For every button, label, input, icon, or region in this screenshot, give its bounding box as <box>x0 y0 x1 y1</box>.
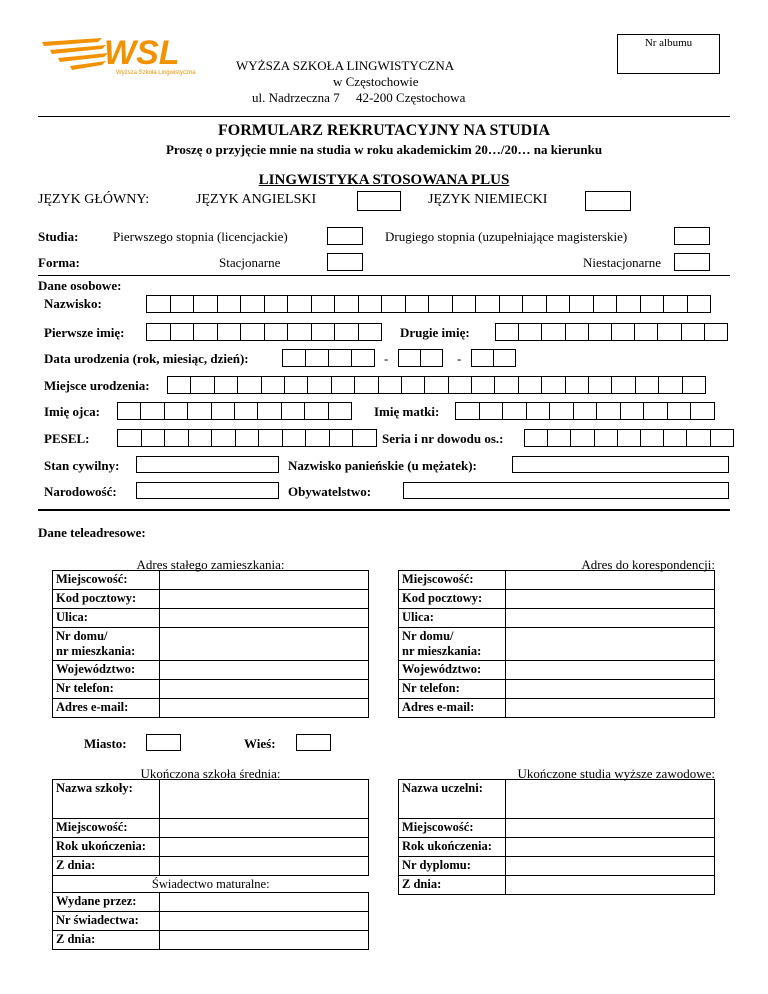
field-label: Nr dyplomu: <box>399 857 506 876</box>
data-urodzenia-label: Data urodzenia (rok, miesiąc, dzień): <box>44 351 249 366</box>
char-cell[interactable] <box>399 350 421 366</box>
char-cell[interactable] <box>480 403 504 419</box>
char-cell[interactable] <box>496 324 519 340</box>
table-row <box>399 699 715 718</box>
field-value-input[interactable] <box>506 857 715 876</box>
language-english-label: JĘZYK ANGIELSKI <box>196 192 317 207</box>
char-cell[interactable] <box>472 350 494 366</box>
wies-checkbox[interactable] <box>296 734 331 751</box>
char-cell[interactable] <box>566 324 589 340</box>
school-logo <box>40 28 200 78</box>
field-label: Ulica: <box>399 609 506 628</box>
char-cell[interactable] <box>241 324 265 340</box>
table-row <box>53 893 369 912</box>
char-cell[interactable] <box>542 324 565 340</box>
table-row <box>53 571 369 590</box>
field-value-input[interactable] <box>160 609 369 628</box>
char-cell[interactable] <box>329 350 352 366</box>
table-row <box>53 661 369 680</box>
table-row <box>53 680 369 699</box>
pesel-input[interactable] <box>117 429 377 447</box>
char-cell[interactable] <box>352 350 375 366</box>
koresp-address-table <box>398 570 715 718</box>
field-value-input[interactable] <box>506 876 715 895</box>
field-value-input[interactable] <box>160 893 369 912</box>
char-cell[interactable] <box>330 430 354 446</box>
char-cell[interactable] <box>449 377 472 393</box>
personal-section-title: Dane osobowe: <box>38 278 122 293</box>
char-cell[interactable] <box>500 296 524 312</box>
table-row <box>399 780 715 819</box>
narodowosc-label: Narodowość: <box>44 484 117 499</box>
table-row <box>53 819 369 838</box>
char-cell[interactable] <box>595 430 618 446</box>
field-value-input[interactable] <box>160 912 369 931</box>
field-label: Kod pocztowy: <box>399 590 506 609</box>
table-row <box>399 876 715 895</box>
nr-albumu-label: Nr albumu <box>644 37 693 49</box>
miejsce-urodzenia-input[interactable] <box>167 376 706 394</box>
char-cell[interactable] <box>194 296 218 312</box>
char-cell[interactable] <box>547 296 571 312</box>
char-cell[interactable] <box>691 403 715 419</box>
table-row <box>53 912 369 931</box>
table-row <box>53 590 369 609</box>
imie-matki-label: Imię matki: <box>374 404 440 419</box>
field-value-input[interactable] <box>160 819 369 838</box>
srednia-caption: Ukończona szkoła średnia: <box>140 766 281 781</box>
drugie-imie-input[interactable] <box>495 323 728 341</box>
char-cell[interactable] <box>265 296 289 312</box>
table-row <box>53 857 369 876</box>
char-cell[interactable] <box>406 296 430 312</box>
char-cell[interactable] <box>259 430 283 446</box>
char-cell[interactable] <box>147 324 171 340</box>
birth-dash-1: - <box>384 351 389 366</box>
pierwsze-imie-label: Pierwsze imię: <box>44 325 125 340</box>
char-cell[interactable] <box>212 403 235 419</box>
stale-address-table <box>52 570 369 718</box>
char-cell[interactable] <box>188 403 211 419</box>
char-cell[interactable] <box>265 324 289 340</box>
table-row <box>53 838 369 857</box>
char-cell[interactable] <box>218 296 242 312</box>
field-value-input[interactable] <box>506 609 715 628</box>
char-cell[interactable] <box>306 430 330 446</box>
char-cell[interactable] <box>218 324 242 340</box>
table-row <box>53 931 369 950</box>
field-value-input[interactable] <box>160 661 369 680</box>
table-row <box>399 609 715 628</box>
char-cell[interactable] <box>258 403 281 419</box>
char-cell[interactable] <box>312 324 336 340</box>
form-subtitle: Proszę o przyjęcie mnie na studia w roku akademickim 20…/20… na kierunku <box>165 142 603 157</box>
field-label: Nr telefon: <box>53 680 160 699</box>
field-label: Nr świadectwa: <box>53 912 160 931</box>
char-cell[interactable] <box>283 350 306 366</box>
char-cell[interactable] <box>191 377 214 393</box>
miasto-checkbox[interactable] <box>146 734 181 751</box>
char-cell[interactable] <box>472 377 495 393</box>
char-cell[interactable] <box>612 377 635 393</box>
imie-ojca-label: Imię ojca: <box>44 404 100 419</box>
studia-first-checkbox[interactable] <box>327 227 363 245</box>
char-cell[interactable] <box>641 296 665 312</box>
forma-part-label: Niestacjonarne <box>583 255 661 270</box>
koresp-address-caption: Adres do korespondencji: <box>581 557 715 572</box>
birth-day-input[interactable] <box>471 349 516 367</box>
field-value-input[interactable] <box>160 857 369 876</box>
char-cell[interactable] <box>147 296 171 312</box>
char-cell[interactable] <box>594 296 618 312</box>
table-row <box>53 628 369 661</box>
char-cell[interactable] <box>379 377 402 393</box>
field-value-input[interactable] <box>506 590 715 609</box>
field-label: Miejscowość: <box>399 819 506 838</box>
field-label: Województwo: <box>53 661 160 680</box>
field-value-input[interactable] <box>506 571 715 590</box>
field-value-input[interactable] <box>506 699 715 718</box>
field-value-input[interactable] <box>506 838 715 857</box>
field-value-input[interactable] <box>160 838 369 857</box>
char-cell[interactable] <box>525 430 548 446</box>
field-value-input[interactable] <box>160 590 369 609</box>
school-city: w Częstochowie <box>333 74 419 89</box>
table-row <box>399 857 715 876</box>
nazwisko-panienskie-label: Nazwisko panieńskie (u mężatek): <box>288 458 477 473</box>
table-row <box>399 838 715 857</box>
char-cell[interactable] <box>659 377 682 393</box>
char-cell[interactable] <box>644 403 668 419</box>
char-cell[interactable] <box>705 324 728 340</box>
char-cell[interactable] <box>618 430 641 446</box>
char-cell[interactable] <box>683 377 706 393</box>
char-cell[interactable] <box>542 377 565 393</box>
field-value-input[interactable] <box>506 628 715 661</box>
char-cell[interactable] <box>453 296 477 312</box>
pesel-label: PESEL: <box>44 431 90 446</box>
field-label: Z dnia: <box>399 876 506 895</box>
logo-text: WSL <box>104 34 180 72</box>
field-value-input[interactable] <box>160 699 369 718</box>
wyzsze-table <box>398 779 715 895</box>
nazwisko-input[interactable] <box>146 295 711 313</box>
char-cell[interactable] <box>235 403 258 419</box>
char-cell[interactable] <box>288 324 312 340</box>
field-value-input[interactable] <box>160 780 369 819</box>
char-cell[interactable] <box>527 403 551 419</box>
stan-cywilny-label: Stan cywilny: <box>44 458 120 473</box>
char-cell[interactable] <box>402 377 425 393</box>
language-english-checkbox[interactable] <box>357 191 401 211</box>
field-label: Nazwa szkoły: <box>53 780 160 819</box>
char-cell[interactable] <box>571 430 594 446</box>
forma-full-label: Stacjonarne <box>219 255 281 270</box>
table-row <box>399 590 715 609</box>
logo-subtext: Wyższa Szkoła Lingwistyczna <box>116 70 196 76</box>
matura-caption: Świadectwo maturalne: <box>53 876 369 893</box>
obywatelstwo-label: Obywatelstwo: <box>288 484 372 499</box>
matura-caption-row <box>53 876 369 893</box>
nazwisko-panienskie-input[interactable] <box>512 456 729 473</box>
table-row <box>53 780 369 819</box>
field-label: Rok ukończenia: <box>53 838 160 857</box>
char-cell[interactable] <box>476 296 500 312</box>
char-cell[interactable] <box>658 324 681 340</box>
char-cell[interactable] <box>574 403 598 419</box>
field-label: Z dnia: <box>53 931 160 950</box>
char-cell[interactable] <box>142 430 166 446</box>
char-cell[interactable] <box>283 430 307 446</box>
char-cell[interactable] <box>550 403 574 419</box>
char-cell[interactable] <box>668 403 692 419</box>
char-cell[interactable] <box>612 324 635 340</box>
char-cell[interactable] <box>519 324 542 340</box>
field-value-input[interactable] <box>160 628 369 661</box>
miasto-label: Miasto: <box>84 736 127 751</box>
char-cell[interactable] <box>194 324 218 340</box>
field-label: Z dnia: <box>53 857 160 876</box>
wies-label: Wieś: <box>244 736 276 751</box>
field-label: Adres e-mail: <box>399 699 506 718</box>
form-title: FORMULARZ REKRUTACYJNY NA STUDIA <box>217 122 550 139</box>
field-label: Województwo: <box>399 661 506 680</box>
personal-top-divider <box>38 275 730 276</box>
forma-full-checkbox[interactable] <box>327 253 363 271</box>
char-cell[interactable] <box>641 430 664 446</box>
language-german-label: JĘZYK NIEMIECKI <box>428 192 548 207</box>
field-label: Miejscowość: <box>399 571 506 590</box>
field-label: Adres e-mail: <box>53 699 160 718</box>
header-divider <box>38 116 730 117</box>
char-cell[interactable] <box>335 324 359 340</box>
char-cell[interactable] <box>495 377 518 393</box>
dowod-label: Seria i nr dowodu os.: <box>382 431 504 446</box>
stale-address-caption: Adres stałego zamieszkania: <box>136 557 285 572</box>
studia-second-label: Drugiego stopnia (uzupełniające magisterskie) <box>385 229 628 244</box>
char-cell[interactable] <box>597 403 621 419</box>
char-cell[interactable] <box>711 430 734 446</box>
char-cell[interactable] <box>359 324 383 340</box>
char-cell[interactable] <box>118 430 142 446</box>
char-cell[interactable] <box>548 430 571 446</box>
char-cell[interactable] <box>329 403 352 419</box>
char-cell[interactable] <box>171 296 195 312</box>
char-cell[interactable] <box>664 296 688 312</box>
field-label: Nr domu/ nr mieszkania: <box>399 628 506 661</box>
char-cell[interactable] <box>262 377 285 393</box>
language-label: JĘZYK GŁÓWNY: <box>38 192 150 207</box>
dowod-input[interactable] <box>524 429 734 447</box>
char-cell[interactable] <box>238 377 261 393</box>
school-address: ul. Nadrzeczna 7 42-200 Częstochowa <box>252 90 466 105</box>
char-cell[interactable] <box>165 403 188 419</box>
studia-second-checkbox[interactable] <box>674 227 710 245</box>
char-cell[interactable] <box>523 296 547 312</box>
char-cell[interactable] <box>306 350 329 366</box>
char-cell[interactable] <box>189 430 213 446</box>
field-value-input[interactable] <box>506 819 715 838</box>
table-row <box>399 628 715 661</box>
program-name: LINGWISTYKA STOSOWANA PLUS <box>258 172 510 188</box>
table-row <box>399 571 715 590</box>
char-cell[interactable] <box>212 430 236 446</box>
imie-matki-input[interactable] <box>455 402 715 420</box>
char-cell[interactable] <box>285 377 308 393</box>
char-cell[interactable] <box>425 377 448 393</box>
char-cell[interactable] <box>332 377 355 393</box>
char-cell[interactable] <box>171 324 195 340</box>
char-cell[interactable] <box>570 296 594 312</box>
char-cell[interactable] <box>141 403 164 419</box>
field-label: Rok ukończenia: <box>399 838 506 857</box>
field-label: Wydane przez: <box>53 893 160 912</box>
language-german-checkbox[interactable] <box>585 191 631 211</box>
char-cell[interactable] <box>688 296 712 312</box>
field-label: Ulica: <box>53 609 160 628</box>
char-cell[interactable] <box>566 377 589 393</box>
nazwisko-label: Nazwisko: <box>44 296 102 311</box>
field-label: Nr telefon: <box>399 680 506 699</box>
field-value-input[interactable] <box>506 661 715 680</box>
char-cell[interactable] <box>312 296 336 312</box>
char-cell[interactable] <box>355 377 378 393</box>
obywatelstwo-input[interactable] <box>403 482 729 499</box>
studia-first-label: Pierwszego stopnia (licencjackie) <box>113 229 288 244</box>
birth-year-input[interactable] <box>282 349 375 367</box>
char-cell[interactable] <box>503 403 527 419</box>
char-cell[interactable] <box>241 296 265 312</box>
field-label: Kod pocztowy: <box>53 590 160 609</box>
char-cell[interactable] <box>635 324 658 340</box>
field-value-input[interactable] <box>160 680 369 699</box>
table-row <box>399 680 715 699</box>
char-cell[interactable] <box>687 430 710 446</box>
srednia-table <box>52 779 369 950</box>
field-label: Nazwa uczelni: <box>399 780 506 819</box>
char-cell[interactable] <box>168 377 191 393</box>
table-row <box>53 699 369 718</box>
forma-part-checkbox[interactable] <box>674 253 710 271</box>
char-cell[interactable] <box>589 324 612 340</box>
imie-ojca-input[interactable] <box>117 402 352 420</box>
char-cell[interactable] <box>494 350 516 366</box>
field-value-input[interactable] <box>506 680 715 699</box>
table-row <box>399 661 715 680</box>
char-cell[interactable] <box>682 324 705 340</box>
field-value-input[interactable] <box>160 571 369 590</box>
char-cell[interactable] <box>353 430 377 446</box>
pierwsze-imie-input[interactable] <box>146 323 382 341</box>
char-cell[interactable] <box>519 377 542 393</box>
field-value-input[interactable] <box>506 780 715 819</box>
char-cell[interactable] <box>382 296 406 312</box>
char-cell[interactable] <box>305 403 328 419</box>
char-cell[interactable] <box>421 350 443 366</box>
studia-label: Studia: <box>38 229 79 244</box>
stan-cywilny-input[interactable] <box>136 456 279 473</box>
narodowosc-input[interactable] <box>136 482 279 499</box>
char-cell[interactable] <box>456 403 480 419</box>
char-cell[interactable] <box>664 430 687 446</box>
char-cell[interactable] <box>165 430 189 446</box>
birth-dash-2: - <box>457 351 462 366</box>
char-cell[interactable] <box>636 377 659 393</box>
field-label: Nr domu/ nr mieszkania: <box>53 628 160 661</box>
char-cell[interactable] <box>359 296 383 312</box>
nr-albumu-box[interactable] <box>617 34 720 74</box>
contact-section-title: Dane teleadresowe: <box>38 525 146 540</box>
char-cell[interactable] <box>335 296 359 312</box>
table-row <box>53 609 369 628</box>
char-cell[interactable] <box>429 296 453 312</box>
field-value-input[interactable] <box>160 931 369 950</box>
wyzsze-caption: Ukończone studia wyższe zawodowe: <box>517 766 715 781</box>
field-label: Miejscowość: <box>53 819 160 838</box>
miejsce-urodzenia-label: Miejsce urodzenia: <box>44 378 150 393</box>
personal-bottom-divider <box>38 509 730 511</box>
table-row <box>399 819 715 838</box>
char-cell[interactable] <box>589 377 612 393</box>
char-cell[interactable] <box>118 403 141 419</box>
char-cell[interactable] <box>288 296 312 312</box>
drugie-imie-label: Drugie imię: <box>400 325 470 340</box>
char-cell[interactable] <box>621 403 645 419</box>
char-cell[interactable] <box>236 430 260 446</box>
char-cell[interactable] <box>617 296 641 312</box>
birth-month-input[interactable] <box>398 349 443 367</box>
field-label: Miejscowość: <box>53 571 160 590</box>
school-name: WYŻSZA SZKOŁA LINGWISTYCZNA <box>236 58 455 73</box>
char-cell[interactable] <box>215 377 238 393</box>
char-cell[interactable] <box>282 403 305 419</box>
char-cell[interactable] <box>308 377 331 393</box>
forma-label: Forma: <box>38 255 80 270</box>
